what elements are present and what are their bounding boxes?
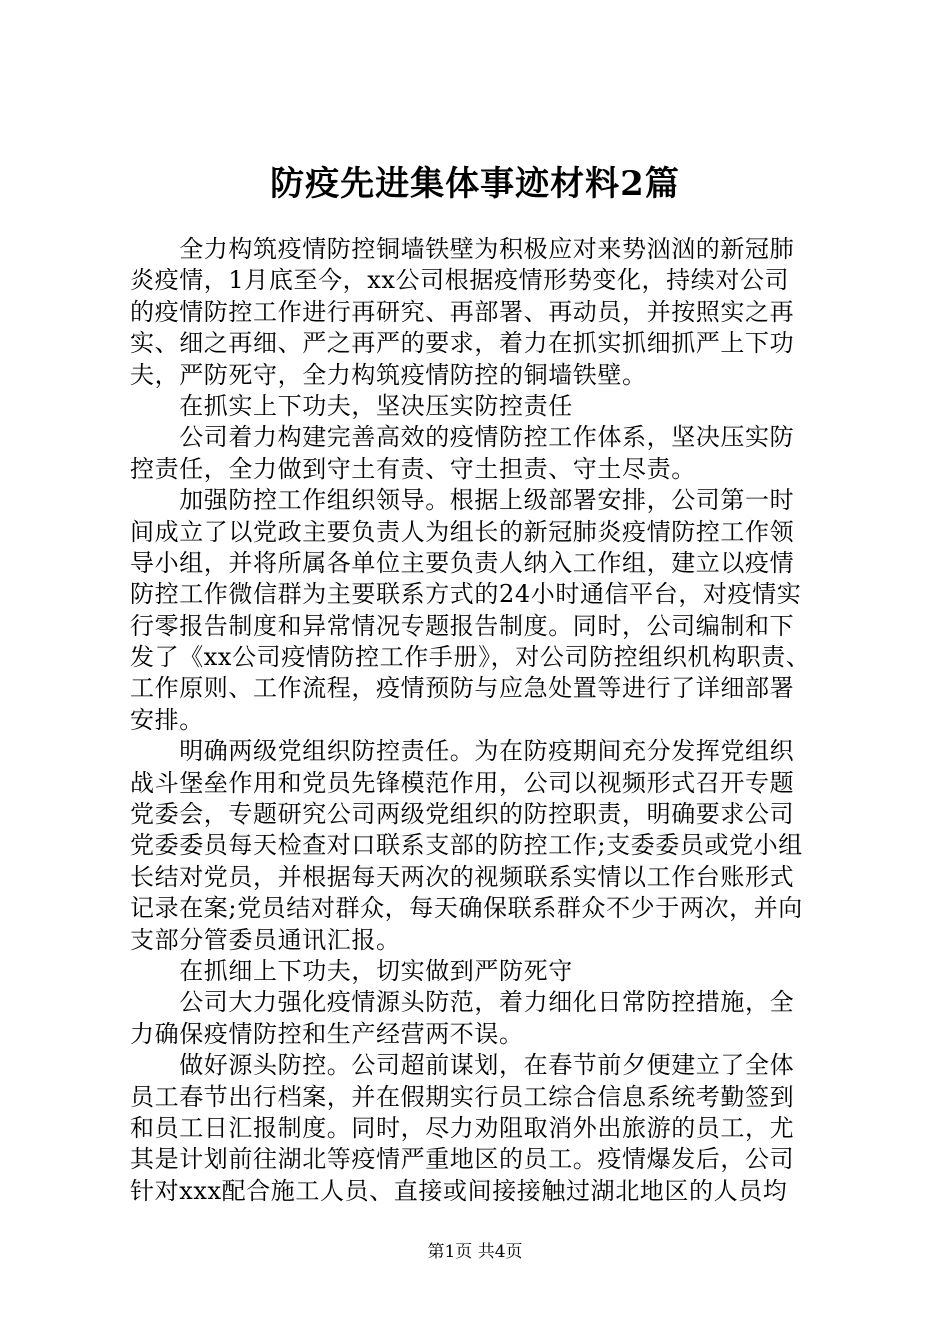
body-line: 导小组，并将所属各单位主要负责人纳入工作组，建立以疫情 bbox=[130, 548, 795, 577]
body-line: 公司着力构建完善高效的疫情防控工作体系，坚决压实防 bbox=[130, 423, 795, 452]
body-line: 和员工日汇报制度。同时，尽力劝阻取消外出旅游的员工，尤 bbox=[130, 1113, 795, 1142]
body-line: 针对xxx配合施工人员、直接或间接接触过湖北地区的人员均 bbox=[130, 1176, 788, 1205]
body-line: 的疫情防控工作进行再研究、再部署、再动员，并按照实之再 bbox=[130, 297, 795, 326]
body-line: 夫，严防死守，全力构筑疫情防控的铜墙铁壁。 bbox=[130, 360, 647, 389]
section-heading: 在抓细上下功夫，切实做到严防死守 bbox=[130, 956, 573, 985]
body-line: 员工春节出行档案，并在假期实行员工综合信息系统考勤签到 bbox=[130, 1082, 795, 1111]
body-line: 力确保疫情防控和生产经营两不误。 bbox=[130, 1019, 524, 1048]
body-line: 支部分管委员通讯汇报。 bbox=[130, 925, 401, 954]
body-line: 战斗堡垒作用和党员先锋模范作用，公司以视频形式召开专题 bbox=[130, 768, 795, 797]
document-title: 防疫先进集体事迹材料2篇 bbox=[270, 164, 680, 204]
body-line: 间成立了以党政主要负责人为组长的新冠肺炎疫情防控工作领 bbox=[130, 517, 795, 546]
page-number-footer: 第1页 共4页 bbox=[427, 1242, 523, 1262]
body-line: 行零报告制度和异常情况专题报告制度。同时，公司编制和下 bbox=[130, 611, 795, 640]
section-heading: 在抓实上下功夫，坚决压实防控责任 bbox=[130, 391, 573, 420]
body-line: 记录在案;党员结对群众，每天确保联系群众不少于两次，并向 bbox=[130, 894, 803, 923]
body-line: 党委会，专题研究公司两级党组织的防控职责，明确要求公司 bbox=[130, 800, 795, 829]
body-line: 实、细之再细、严之再严的要求，着力在抓实抓细抓严上下功 bbox=[130, 329, 795, 358]
body-line: 加强防控工作组织领导。根据上级部署安排，公司第一时 bbox=[130, 486, 795, 515]
body-line: 做好源头防控。公司超前谋划，在春节前夕便建立了全体 bbox=[130, 1051, 795, 1080]
body-line: 其是计划前往湖北等疫情严重地区的员工。疫情爆发后，公司 bbox=[130, 1145, 795, 1174]
body-line: 全力构筑疫情防控铜墙铁壁为积极应对来势汹汹的新冠肺 bbox=[130, 235, 795, 263]
body-line: 长结对党员，并根据每天两次的视频联系实情以工作台账形式 bbox=[130, 862, 795, 891]
body-line: 发了《xx公司疫情防控工作手册》，对公司防控组织机构职责、 bbox=[130, 643, 811, 672]
body-line: 党委委员每天检查对口联系支部的防控工作;支委委员或党小组 bbox=[130, 831, 803, 860]
body-line: 安排。 bbox=[130, 705, 204, 734]
body-line: 工作原则、工作流程，疫情预防与应急处置等进行了详细部署 bbox=[130, 674, 795, 703]
body-line: 防控工作微信群为主要联系方式的24小时通信平台，对疫情实 bbox=[130, 580, 802, 609]
body-line: 炎疫情，1月底至今，xx公司根据疫情形势变化，持续对公司 bbox=[130, 266, 790, 295]
body-line: 公司大力强化疫情源头防范，着力细化日常防控措施，全 bbox=[130, 988, 795, 1017]
document-body bbox=[130, 234, 830, 1207]
body-line: 明确两级党组织防控责任。为在防疫期间充分发挥党组织 bbox=[130, 737, 795, 766]
body-line: 控责任，全力做到守土有责、守土担责、守土尽责。 bbox=[130, 454, 696, 483]
